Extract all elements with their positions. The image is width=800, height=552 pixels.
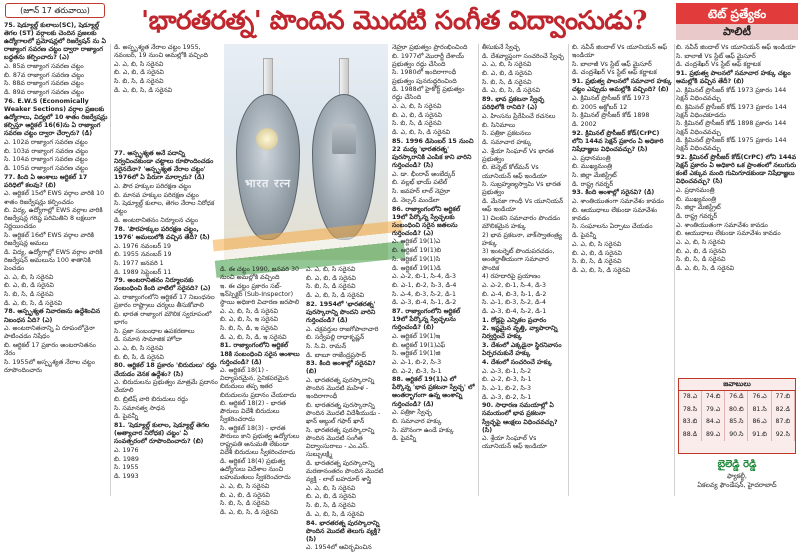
text-line: బి. సర్వేపల్లి రాధాకృష్ణన్: [306, 334, 365, 342]
answer-row: [679, 416, 795, 429]
text-line: డి. అస్పృశ్యత నేరాల చట్టం 1955, నవంబర్, 19 నుంచి అమల్లోకి వచ్చింది: [114, 44, 208, 60]
text-line: సి. 1977 జనవరి 1: [114, 259, 164, 267]
text-line: సి. బి, సి, డి, ఇ సరైనవి: [220, 325, 278, 333]
medal-inscription: भारत रत्न: [244, 177, 292, 190]
author-name: బైలెడ్డి రెడ్డి: [717, 459, 757, 470]
text-line: బి. ముఖ్యమంత్రి: [676, 195, 717, 203]
text-line: డి. ఎ, బి, సి, డి సరైనవి: [572, 266, 631, 274]
subject-label: పాలిటీ: [676, 24, 798, 40]
text-line: డి. 89వ రాజ్యాంగ సవరణ చట్టం: [4, 89, 84, 97]
text-line: బి. ఎ-4, బి-3, సి-1, డి-2: [482, 290, 547, 298]
text-line: ఎ. శాంతియుతంగా సమావేశం కావడం: [676, 221, 768, 229]
text-line: బి. బి, సి, డి సరైనవి: [114, 353, 164, 361]
text-line: ఎ. ఆర్టికల్ 15లో EWS వర్గాల వారికి 10 శాతం రిజర్వేషన్లు కల్పించడం: [4, 190, 105, 206]
text-line: 92. క్రిమినల్ ప్రొసీజర్ కోడ్(CrPC) లోని 144వ సెక్షన్ ప్రకారం ఏ అధికారి ఒక ప్రాంతంలో నలుగురు కంటే ఎక్కువ మంది గుమిగూడకుండా నిషేధాజ్ఞలు విధించవచ్చు? (సి): [676, 153, 797, 186]
peepal-leaf-icon: [312, 94, 376, 240]
text-line: సి. 104వ రాజ్యాంగ సవరణ చట్టం: [4, 156, 88, 164]
text-line: 78. 'పౌరహక్కుల పరిరక్షణ చట్టం, 1976' అమలులోకి వచ్చిన తేదీ? (సి): [114, 225, 210, 241]
text-line: బి. నవీన్ జిందాల్ Vs యూనియన్ ఆఫ్ ఇండియా: [676, 44, 796, 51]
author-role: ఫ్యాకల్టీ,: [727, 472, 747, 480]
text-line: సి. ఆర్టికల్ 19(1)జి: [392, 350, 441, 358]
text-line: 4. దేశంలో సంచరించే హక్కు: [482, 358, 553, 366]
text-line: సి. సంఘాలను ఏర్పాటు చేయడం: [572, 223, 653, 231]
answer-row: [679, 429, 795, 442]
text-line: సి. ఆర్టికల్ 16లో EWS వర్గాల వారికి రిజర్వేషన్ల అమలు: [4, 232, 95, 248]
text-line: సి. మౌనంగా ఉండే హక్కు: [392, 426, 454, 434]
text-line: బి. నవీన్ జిందాల్ Vs యూనియన్ ఆఫ్ ఇండియా: [572, 44, 668, 60]
text-line: ఎ. రాజ్యాంగంలోని ఆర్టికల్ 17 నిబంధనల ప్రకారం రాష్ట్రాలు చర్యలు తీసుకోవాలి: [114, 294, 215, 310]
text-line: డి. మేనకా గాంధీ Vs యూనియన్ ఆఫ్ ఇండియా: [482, 198, 564, 214]
text-line: ఎ. ఎ, బి, సి సరైనవి: [4, 273, 54, 281]
text-line: 78. అస్పృశ్యత నివారణను ఉద్దేశించిన నిబంధన ఏది? (ఎ): [4, 308, 100, 324]
text-line: సి. బి, సి, డి సరైనవి: [114, 78, 164, 86]
text-line: డి. రాష్ట్ర గవర్నర్: [676, 213, 718, 220]
text-line: ఎ. బిరుదులను ప్రభుత్వం మాత్రమే ప్రదానం చేయాలి: [114, 379, 218, 395]
text-line: 2. ఇష్టమైన వృత్తి, వ్యాపారాన్ని నిర్వర్తించే హక్కు: [482, 325, 558, 341]
text-column-6: [482, 44, 566, 496]
text-line: సి. క్రిమినల్ ప్రొసీజర్ కోడ్ 1898: [572, 112, 650, 120]
text-line: 90. సాధారణ సమయాల్లో ఏ సమయంలో భావ ప్రకటనా స్వేచ్ఛపై ఆంక్షలు విధించవచ్చు? (సి): [482, 402, 558, 434]
text-line: సి. సి.వి. రామన్: [306, 343, 347, 350]
answer-key: [678, 378, 796, 454]
text-line: డి. 1989 సెప్టెంబర్ 11: [114, 268, 172, 276]
text-line: ఎ. 85వ రాజ్యాంగ సవరణ చట్టం: [4, 63, 84, 71]
text-line: ఎ. ఎ, బి, సి సరైనవి: [306, 266, 356, 273]
medal-back: [308, 58, 380, 243]
text-line: నెహ్రూ ప్రభుత్వం ప్రారంభించింది: [392, 44, 468, 51]
text-line: బి. 87వ రాజ్యాంగ సవరణ చట్టం: [4, 71, 85, 79]
author-institute: ఏకలవ్య ఫౌండేషన్, హైదరాబాద్: [697, 481, 777, 489]
text-line: ఎ. ప్రధానమంత్రి: [572, 154, 611, 162]
text-line: 86. రాజ్యాంగంలోని ఆర్టికల్ 19లో పేర్కొన్న స్వేచ్ఛలకు సంబంధించి సరైన జతలను గుర్తించండి? (ఎ): [392, 205, 461, 237]
column-divider: [478, 44, 479, 496]
date-tag: (జూన్ 17 తరువాయి): [5, 3, 105, 18]
text-line: 81. 'షెడ్యూల్డ్ కులాల, షెడ్యూల్డ్ తెగల (అత్యాచార నిరోధక) చట్టం' ఏ సంవత్సరంలో రూపొందించారు? (బి): [114, 422, 210, 446]
text-line: సి. పత్రికా ప్రకటనలు: [482, 130, 531, 138]
text-line: డి. ఎ-3, బి-4, సి-2, డి-1: [482, 307, 547, 315]
text-line: డి. ఎ, బి, సి, డి సరైనవి: [676, 265, 735, 273]
text-line: బి. ఎ, బి, డి సరైనవి: [4, 282, 54, 290]
answer-cell: 89.ఎ: [702, 429, 725, 442]
text-line: డి. దేశవ్యాప్తంగా సంచరించే స్వేచ్ఛ: [482, 52, 564, 60]
text-line: ఎ. 1976 నవంబర్ 19: [114, 242, 172, 250]
text-line: డి. సమాచార హక్కు: [482, 138, 532, 146]
text-line: డి. చంద్రశేఖర్ Vs స్టేట్ ఆఫ్ కర్ణాటక: [676, 61, 761, 69]
text-line: బి. ఎ, బి, డి సరైనవి: [572, 249, 622, 257]
text-line: బి. క్రిమినల్ ప్రొసీజర్ కోడ్ 1973 ప్రకారం 144 సెక్షన్ విధించకూడదు: [676, 103, 787, 119]
answer-cell: 92.సి: [771, 429, 794, 442]
text-line: బి. 1977లో మొరార్జీ దేశాయ్ ప్రభుత్వం రద్దు చేసింది: [392, 52, 464, 68]
text-line: సి. జవహర్ లాల్ నెహ్రూ: [392, 188, 451, 196]
text-line: ఎ. ఎ, బి, సి సరైనవి: [220, 482, 270, 490]
text-line: 89. భావ ప్రకటనా స్వేచ్ఛ పరిధిలోకి రానిది? (ఎ): [482, 96, 545, 112]
text-line: బి. ఆయుధాలు లేకుండా సమావేశం కావడం: [676, 230, 781, 238]
text-line: బి. ఎ-2, బి-3, సి-1: [482, 376, 532, 384]
text-line: ఎ. చక్రవర్తుల రాజగోపాలాచారి: [306, 325, 379, 333]
text-line: సి. 1980లో ఇందిరాగాంధీ ప్రభుత్వం పునరుద్ధరించింది: [392, 69, 457, 85]
text-line: డి. ఈ చట్టం 1990, జనవరి 30 నుంచి అమల్లోకి వచ్చింది: [220, 266, 300, 282]
text-line: ఎ. ఆర్టికల్ 18(1) - విద్యాపరమైన, సైనికపరమైన బిరుదులు తప్ప ఇతర బిరుదులను ప్రదానం చేయరాదు: [220, 367, 297, 399]
text-line: సి. భారతరత్న పురస్కారాన్ని పొందిన మొదటి సంగీత విద్వాంసురాలు - ఎం.ఎస్. సుబ్బులక్ష్మి: [306, 426, 375, 459]
banner-title: టెట్ ప్రత్యేకం: [707, 7, 767, 21]
text-line: డి. ఎ-3, బి-2, సి-1: [482, 393, 532, 401]
text-line: 1) చిలకని సమాచారం పొందడం మౌలికమైన హక్కు: [482, 214, 561, 230]
text-line: బి. వల్లభ్ భాయ్ పటేల్: [392, 179, 448, 187]
text-line: బి. ఎ, బి, డి సరైనవి: [482, 70, 532, 78]
text-line: 3. దేశంలో ఎక్కడైనా స్థిరనివాసం ఏర్పరచుకునే హక్కు: [482, 342, 562, 358]
text-column-1: [4, 22, 108, 502]
text-line: ఎ. ఆర్టికల్ 19(1)ఇ: [392, 332, 441, 340]
text-line: డి. రాష్ట్ర గవర్నర్: [572, 180, 614, 188]
text-line: డి. నెల్సన్ మండేలా: [392, 196, 440, 204]
answer-row: [679, 391, 795, 404]
text-line: బి. సినిమాలు: [482, 121, 516, 129]
text-line: సి. బి, సి, డి సరైనవి: [306, 502, 356, 510]
answer-row: [679, 404, 795, 417]
text-line: ఎ. 102వ రాజ్యాంగ సవరణ చట్టం: [4, 138, 88, 146]
text-line: డి. 105వ రాజ్యాంగ సవరణ చట్టం: [4, 164, 88, 172]
text-line: బి. భారత రాజ్యాంగ మౌలిక స్వరూపంలో భాగం: [114, 310, 212, 326]
text-line: ఇ. ఈ చట్టం ప్రకారం సబ్-ఇన్‌స్పెక్టర్ (Sub-Inspector) స్థాయి అధికారి విచారణ జరపాలి: [220, 282, 300, 306]
text-line: డి. చంద్రశేఖర్ Vs స్టేట్ ఆఫ్ కర్ణాటక: [572, 69, 657, 77]
text-line: సి. జిల్లా మేజిస్ట్రేట్: [572, 171, 617, 179]
text-line: 91. ప్రభుత్వ పాలనలో సమాచార హక్కు చట్టం ఎప్పుడు అమల్లోకి వచ్చింది? (బి): [572, 78, 672, 94]
text-line: బి. ఎ, బి, డి సరైనవి: [392, 111, 442, 119]
text-column-3: [220, 266, 300, 517]
answer-cell: 77.బి: [771, 391, 794, 404]
answer-cell: 83.బి: [679, 416, 702, 429]
text-line: సి. సుబ్రహ్మణ్యస్వామి Vs భారత ప్రభుత్వం: [482, 181, 561, 197]
text-line: బి. విద్య, ఉద్యోగాల్లో EWS వర్గాల వారికి రిజర్వేషన్ల గరిష్ట పరిమితిని 8 లక్షలుగా నిర్ణయించడం: [4, 207, 103, 231]
text-column-4: [306, 266, 386, 552]
answer-cell: 82.డి: [771, 404, 794, 417]
text-line: సి. బి, సి, డి సరైనవి: [392, 120, 442, 128]
text-line: ఎ. ఎ-1, బి-2, సి-3: [392, 358, 442, 366]
answer-cell: 79.ఎ: [702, 404, 725, 417]
text-line: డి. ఎ, బి, సి, డి సరైనవి: [4, 299, 63, 307]
text-line: ఎ. శ్రేయా సింఘాల్ Vs భారత ప్రభుత్వం: [482, 147, 554, 163]
text-line: డి. ఎ-3, బి-4, సి-1, డి-2: [392, 299, 457, 307]
medal-front: [232, 58, 304, 243]
text-line: ఎ. ఎ-2, బి-1, సి-4, డి-3: [482, 281, 547, 289]
text-line: సి. 1955: [114, 464, 139, 472]
answer-cell: 78.సి: [679, 404, 702, 417]
column-divider: [110, 44, 111, 496]
peepal-leaf-icon: [236, 94, 300, 240]
text-line: 77. కింది ఏ అంశాలు ఆర్టికల్ 17 పరిధిలో కలవు? (బి): [4, 173, 88, 189]
text-line: బి. ఆర్టికల్ 19(1)ఎఫ్: [392, 341, 446, 349]
text-line: బి. బ్రిటిష్ వారి బిరుదులు రద్దు: [114, 396, 188, 403]
text-line: సి. ఎ-1, బి-3, సి-2, డి-4: [482, 299, 546, 307]
text-line: ఎ. ఎ, బి, సి సరైనవి: [482, 61, 532, 69]
text-line: సి. జిల్లా మేజిస్ట్రేట్: [676, 204, 721, 212]
text-line: 1. రోడ్లపై ఎన్నికల ప్రచారం: [482, 316, 547, 324]
text-line: ఎ. 1976: [114, 446, 139, 454]
text-line: బి. 2005 అక్టోబర్ 12: [572, 103, 628, 111]
text-line: సి. ఎ-1, బి-2, సి-3: [482, 384, 532, 392]
text-line: బి. ఎ-2, బి-3, సి-1: [392, 367, 442, 375]
text-line: డి. ఎ, బి, సి, డి సరైనవి: [306, 510, 365, 518]
text-line: సి. బాలాజీ Vs స్టేట్ ఆఫ్ మైసూర్: [676, 52, 756, 60]
text-column-2-top: [114, 44, 218, 142]
text-line: ఎ. ఎ, బి, సి సరైనవి: [676, 239, 726, 247]
text-line: ఎ. క్రిమినల్ ప్రొసీజర్ కోడ్ 1973: [572, 94, 650, 102]
author-credit: [678, 458, 796, 500]
text-line: 93. కింది అంశాల్లో సరైనవి? (డి): [572, 189, 655, 197]
text-line: 4) రహదారిపై ప్రయాణం: [482, 273, 541, 281]
answer-cell: 81.సి: [748, 404, 771, 417]
text-line: 84. భారతరత్న పురస్కారాన్ని పొందిన మొదటి తెలుగు వ్యక్తి? (సి): [306, 519, 381, 543]
text-line: ఎ. ప్రధానమంత్రి: [676, 186, 715, 194]
text-line: ఎ. ఎ-2, బి-1, సి-4, డి-3: [392, 273, 457, 281]
page-title: 'భారతరత్న' పొందిన మొదటి సంగీత విద్వాంసుడు?: [141, 6, 647, 36]
text-line: బి. ఎ, బి, డి సరైనవి: [220, 491, 270, 499]
text-line: బి. ఆర్టికల్ 19(1)బి: [392, 247, 442, 255]
text-line: బి. ముఖ్యమంత్రి: [572, 163, 613, 171]
text-line: ఎ. హింసను ప్రేరేపించే రచనలు: [482, 112, 556, 120]
text-line: సి. షెడ్యూల్డ్ కులాల, తెగల నేరాల నిరోధక చట్టం: [114, 200, 215, 216]
text-column-2: [114, 150, 218, 495]
national-emblem-icon: [332, 124, 356, 154]
text-line: 83. కింది అంశాల్లో సరైనవి? (బి): [306, 360, 376, 376]
text-line: డి. సమాన సామాజిక హోదా: [114, 336, 182, 344]
text-line: 75. షెడ్యూల్డ్ కులాలు(SC), షెడ్యూల్డ్ తెగల (ST) వర్గాలకు చెందిన ప్రజలకు ఉద్యోగాలలో ప్రమోషన్లలో రిజర్వేషన్ ను ఏ రాజ్యాంగ సవరణ చట్టం ద్వారా రాజ్యాంగ బద్ధతను కల్పించారు? (ఎ): [4, 22, 106, 62]
answer-cell: 80.బి: [725, 404, 748, 417]
text-line: సి. బి, సి, డి సరైనవి: [4, 291, 54, 299]
text-line: బి. ఎ, బి, డి సరైనవి: [306, 274, 356, 282]
text-line: ఎ. ఎ, బి, సి సరైనవి: [306, 484, 356, 492]
text-line: ఎ. ఆర్టికల్ 19(1)ఎ: [392, 238, 441, 246]
text-line: బి. ఎ, బి, డి సరైనవి: [676, 247, 726, 255]
text-line: బి. 1955 నవంబర్ 19: [114, 251, 172, 259]
text-line: బి. మానవ హక్కుల పరిరక్షణ చట్టం: [114, 191, 199, 199]
answer-cell: 74.బి: [702, 391, 725, 404]
text-line: డి. ఎ, బి, సి, డి సరైనవి: [392, 129, 451, 137]
text-line: ఎ. డా. భీంరావ్ అంబేద్కర్: [392, 170, 456, 178]
text-line: 81. రాజ్యాంగంలోని ఆర్టికల్ 18కి సంబంధించి సరైన అంశాలు గుర్తించండి? (డి): [220, 342, 300, 366]
text-line: ఎ. అంటరానితనాన్ని ఏ రూపంలోనైనా పాటించడం నిషేధం: [4, 325, 95, 341]
text-line: డి. ఆర్టికల్ 19(1)డి: [392, 264, 441, 272]
text-line: బి. ఆర్టికల్ 18(2) - భారత పౌరులు విదేశీ బిరుదులు స్వీకరించరాదు: [220, 400, 286, 424]
text-line: 2) భావ ప్రకటనా, వాక్‌స్వాతంత్ర్య హక్కు: [482, 231, 563, 247]
text-line: డి. 2002: [572, 121, 597, 128]
text-line: 3) ఇంటర్నెట్ పొందుపరచడం, అంతర్జాతీయంగా సమాచార పొందిక: [482, 248, 555, 272]
text-line: ఎ. ఎ, బి, సి సరైనవి: [572, 240, 622, 248]
text-line: ఎ. క్రిమినల్ ప్రొసీజర్ కోడ్ 1973 ప్రకారం 144 సెక్షన్ విధించవచ్చు: [676, 86, 787, 102]
answer-cell: 90.సి: [725, 429, 748, 442]
text-line: 82. 1954లో 'భారతరత్న' పురస్కారాన్ని పొందని వారిని గుర్తించండి? (డి): [306, 300, 376, 324]
text-line: సి. బి, సి, డి సరైనవి: [676, 256, 726, 264]
answer-cell: 76.ఎ: [748, 391, 771, 404]
answer-cell: 85.సి: [725, 416, 748, 429]
text-line: ఎ. 1954లో ఆవిర్భవించిన: [306, 544, 372, 552]
text-line: 91. ప్రభుత్వ పాలనలో సమాచార హక్కు చట్టం అమల్లోకి వచ్చిన తేదీ? (బి): [676, 70, 791, 86]
text-line: బి. బెన్నెట్ కోల్‌మన్ Vs యూనియన్ ఆఫ్ ఇండియా: [482, 164, 547, 180]
text-column-5: [392, 44, 476, 496]
text-line: డి. ఎ, బి, సి, డి సరైనవి: [482, 87, 541, 95]
text-line: ఎ. ఎ, బి, సి సరైనవి: [114, 345, 164, 353]
text-line: బి. 1989: [114, 455, 139, 463]
answer-cell: 91.బి: [748, 429, 771, 442]
text-line: డి. ఎ, బి, సి, డి సరైనవి: [114, 86, 173, 94]
text-line: డి. 1993: [114, 473, 139, 480]
text-line: 88. ఆర్టికల్ 19(1)ఎ లో పేర్కొన్న 'భావ ప్రకటనా స్వేచ్ఛ' లో అంతర్భాగంగా ఉన్న అంశాన్ని గుర్తించండి? (డి): [392, 376, 475, 408]
text-line: డి. పైవన్నీ: [392, 435, 417, 443]
text-line: 77. అస్పృశ్యత అనే పదాన్ని నిర్వచించకుండా చట్టాలు రూపొందించడం సరైనదేనా? 'అస్పృశ్యత నేరాల చట్టం' 1976లో ఏ పేరుగా మార్చారు? (డి): [114, 150, 214, 182]
text-line: డి. 1988లో హైకోర్ట్ ప్రభుత్వం రద్దు చేసింది: [392, 86, 465, 102]
text-line: ఎ. శాంతియుతంగా సమావేశం కావడం: [572, 198, 664, 205]
text-line: ఎ. పత్రికా స్వేచ్ఛ: [392, 409, 432, 417]
text-line: బి. 103వ రాజ్యాంగ సవరణ చట్టం: [4, 147, 89, 155]
text-line: సి. ప్రజా సంబంధాల ఉపకరణాలు: [114, 327, 195, 335]
text-column-7: [572, 44, 672, 496]
text-line: ఎ. ఎ-3, బి-1, సి-2: [482, 367, 532, 375]
text-line: డి. ఆర్టికల్ 18(4) ప్రభుత్వ ఉద్యోగులు విదేశాల నుంచి బహుమతులు స్వీకరించరాదు: [220, 458, 291, 482]
text-line: బి. ఎ, బి, సి, ఇ సరైనవి: [220, 316, 279, 324]
text-line: ఎ. పౌర హక్కుల పరిరక్షణ చట్టం: [114, 182, 192, 190]
text-line: సి. 88వ రాజ్యాంగ సవరణ చట్టం: [4, 80, 84, 88]
text-line: తీసుకునే స్వేచ్ఛ: [482, 44, 520, 51]
text-column-8: [676, 44, 798, 374]
answer-cell: 87.బి: [771, 416, 794, 429]
answer-table: [679, 391, 795, 441]
text-line: ఎ. భారతరత్న పురస్కారాన్ని పొందిన మొదటి మహిళ - ఇందిరాగాంధీ: [306, 377, 375, 401]
text-line: డి. పైవన్నీ: [114, 413, 139, 421]
text-line: డి. ఎ, బి, సి, డి సరైనవి: [306, 292, 365, 300]
text-line: బి. ఆర్టికల్ 17 ప్రకారం అంటరానితనం నేరం: [4, 342, 96, 358]
text-line: బి. సమాచార హక్కు: [392, 417, 442, 425]
answer-cell: 88.డి: [679, 429, 702, 442]
text-line: సి. ఆర్టికల్ 19(1)సి: [392, 255, 441, 263]
text-line: డి. క్రిమినల్ ప్రొసీజర్ కోడ్ 1975 ప్రకారం 144 సెక్షన్ విధించవచ్చు: [676, 137, 787, 153]
text-line: 87. రాజ్యాంగంలోని ఆర్టికల్ 19లో పేర్కొన్న స్వేచ్ఛలను గుర్తించండి? (బి): [392, 307, 461, 332]
text-line: 80. ఆర్టికల్ 18 ప్రకారం 'బిరుదులు' రద్దు చేయడం వెనక ఉద్దేశం? (సి): [114, 362, 217, 378]
text-line: సి. బి, సి, డి సరైనవి: [306, 283, 356, 291]
text-line: సి. బి, సి, డి సరైనవి: [572, 258, 622, 266]
text-line: ఎ. ఎ, బి, సి సరైనవి: [392, 103, 442, 111]
text-line: సి. క్రిమినల్ ప్రొసీజర్ కోడ్ 1898 ప్రకారం 144 సెక్షన్ విధించవచ్చు: [676, 120, 787, 136]
text-line: డి. ఎ, బి, సి, డి సరైనవి: [220, 509, 279, 517]
text-line: సి. సమానత్వ సాధన: [114, 404, 165, 412]
bharat-ratna-medal-photo: [224, 44, 388, 260]
text-line: 76. E.W.S (Economically Weaker Sections) వర్గాల ప్రజలకు ఉద్యోగాలు, విద్యలో 10 శాతం రిజర్వేషన్లు కల్పిస్తూ ఆర్టికల్ 16(6)ను ఏ రాజ్యాంగ సవరణ చట్టం ద్వారా చేర్చారు? (డి): [4, 97, 108, 138]
text-line: బి. ఎ, బి, డి సరైనవి: [114, 69, 164, 77]
answer-cell: 78.ఎ: [679, 391, 702, 404]
text-line: సి. ఆర్టికల్ 18(3) - భారత పౌరులు కాని ప్రభుత్వ ఉద్యోగులు రాష్ట్రపతి అనుమతి లేకుండా విదేశీ బిరుదులు స్వీకరించరాదు: [220, 425, 300, 457]
column-divider: [568, 44, 569, 496]
sun-icon: [256, 128, 278, 150]
text-line: సి. బి, సి, డి సరైనవి: [220, 500, 270, 508]
text-line: సి. బాలాజీ Vs స్టేట్ ఆఫ్ మైసూర్: [572, 60, 652, 68]
answer-cell: 84.ఎ: [702, 416, 725, 429]
text-line: డి. బాబూ రాజేంద్రప్రసాద్: [306, 351, 366, 359]
text-line: బి. ఆయుధాలు లేకుండా సమావేశం కావడం: [572, 206, 658, 222]
text-line: ఎ. ఎ, బి, సి, డి సరైనవి: [220, 307, 278, 315]
text-line: డి. భారతరత్న పురస్కారాన్ని మరణానంతరం పొందిన మొదటి వ్యక్తి - లాల్ బహదూర్ శాస్త్రి: [306, 459, 384, 484]
column-divider: [674, 44, 675, 496]
text-line: సి. 1955లో అస్పృశ్యత నేరాల చట్టం రూపొందించారు: [4, 358, 95, 374]
answer-key-title: జవాబులు: [679, 379, 795, 391]
text-line: సి. బి, సి, డి సరైనవి: [482, 78, 532, 86]
text-line: బి. భారతరత్న పురస్కారాన్ని పొందిన మొదటి విదేశీయుడు - ఖాన్ అబ్దుల్ గఫార్ ఖాన్: [306, 402, 381, 426]
answer-cell: 76.డి: [725, 391, 748, 404]
text-line: డి. ఎ, బి, సి, డి, ఇ సరైనవి: [220, 333, 287, 341]
text-line: సి. ఎ-4, బి-3, సి-2, డి-1: [392, 290, 456, 298]
text-line: 92. క్రిమినల్ ప్రొసీజర్ కోడ్(CrPC) లోని 144వ సెక్షన్ ప్రకారం ఏ అధికారి నిషేధాజ్ఞలు విధించవచ్చు? (సి): [572, 129, 664, 153]
text-line: డి. విద్య, ఉద్యోగాల్లో EWS వర్గాల వారికి రిజర్వేషన్ అమలును 100 శాతానికి పెంచడం: [4, 248, 103, 273]
text-line: డి. పైవన్నీ: [572, 232, 597, 240]
text-line: బి. ఎ, బి, డి సరైనవి: [306, 493, 356, 501]
text-line: డి. అంటరానితనం నిర్మూలన చట్టం: [114, 217, 199, 225]
text-line: ఎ. శ్రేయా సింఘాల్ Vs యూనియన్ ఆఫ్ ఇండియా: [482, 435, 547, 451]
text-line: బి. ఎ-1, బి-2, సి-3, డి-4: [392, 281, 457, 289]
text-line: 85. 1996 డిసెంబర్ 15 నుంచి 22 మధ్య 'భారతరత్న' పురస్కారానికి ఎంపిక కాని వారిని గుర్తించండి? (సి): [392, 137, 474, 170]
text-line: ఎ. ఎ, బి, సి సరైనవి: [114, 60, 164, 68]
text-line: 79. అంటరానితనం నిర్మూలనకు సంబంధించి కింది వాటిలో సరైనది? (ఎ): [114, 277, 211, 293]
answer-cell: 86.ఎ: [748, 416, 771, 429]
